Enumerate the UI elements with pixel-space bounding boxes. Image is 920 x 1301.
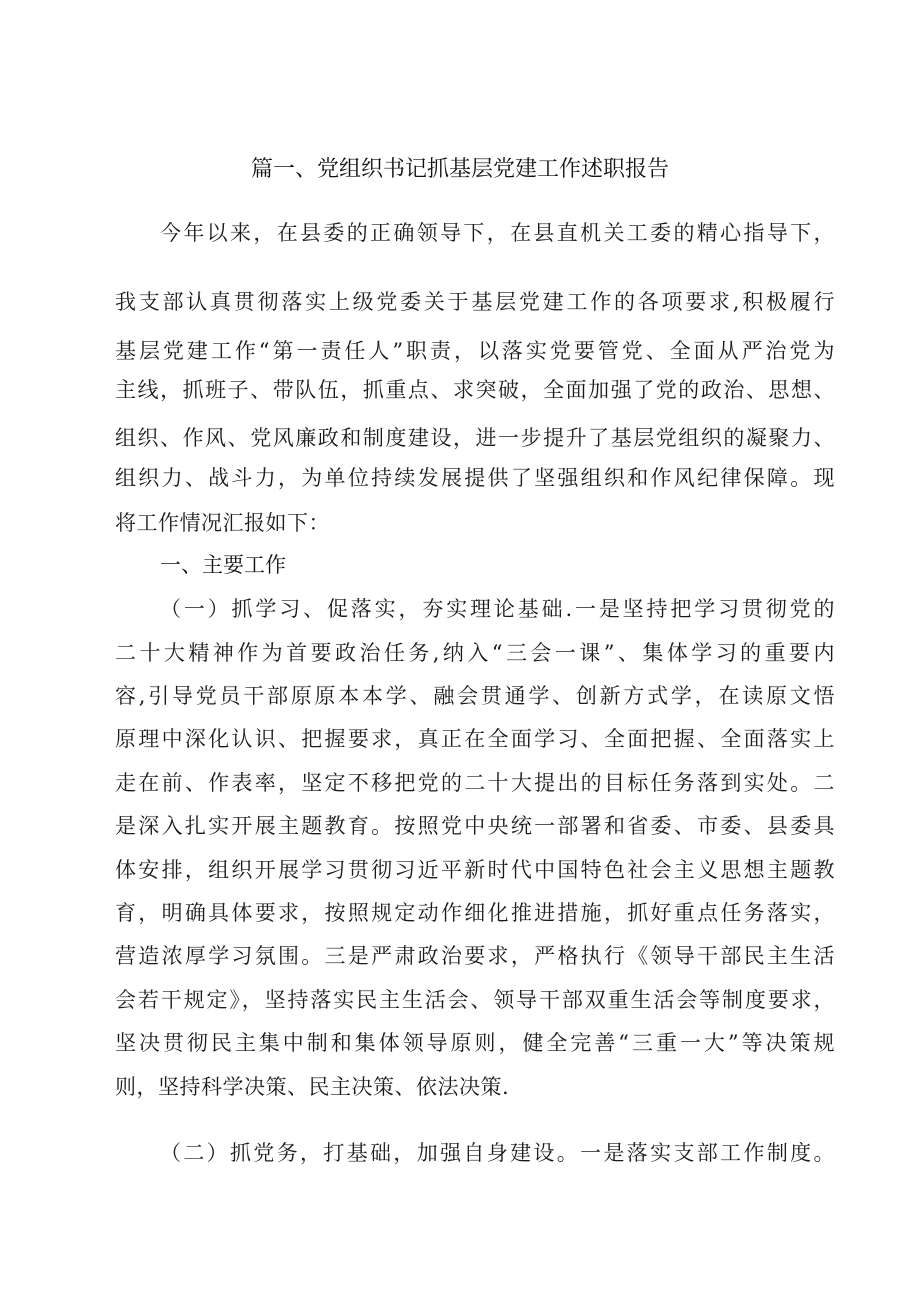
intro-line: 我支部认真贯彻落实上级党委关于基层党建工作的各项要求,积极履行	[115, 290, 835, 314]
document-title: 篇一、党组织书记抓基层党建工作述职报告	[250, 157, 669, 182]
paragraph-line: 坚决贯彻民主集中制和集体领导原则，健全完善“三重一大”等决策规	[115, 1031, 835, 1055]
paragraph-line: 育，明确具体要求，按照规定动作细化推进措施，抓好重点任务落实，	[115, 901, 835, 925]
paragraph-line: （一）抓学习、促落实，夯实理论基础.一是坚持把学习贯彻党的	[160, 597, 835, 621]
intro-line: 将工作情况汇报如下：	[115, 511, 330, 535]
paragraph-line: 会若干规定》，坚持落实民主生活会、领导干部双重生活会等制度要求，	[115, 988, 835, 1012]
paragraph-line: 则，坚持科学决策、民主决策、依法决策.	[115, 1075, 510, 1099]
paragraph-line: 走在前、作表率，坚定不移把党的二十大提出的目标任务落到实处。二	[115, 771, 835, 795]
intro-line: 基层党建工作“第一责任人”职责，以落实党要管党、全面从严治党为	[115, 339, 835, 363]
paragraph-line: 是深入扎实开展主题教育。按照党中央统一部署和省委、市委、县委具	[115, 814, 835, 838]
paragraph-line: （二）抓党务，打基础，加强自身建设。一是落实支部工作制度。	[160, 1141, 835, 1165]
paragraph-line: 营造浓厚学习氛围。三是严肃政治要求，严格执行《领导干部民主生活	[115, 944, 835, 968]
intro-line: 主线，抓班子、带队伍，抓重点、求突破，全面加强了党的政治、思想、	[115, 378, 835, 402]
intro-line: 组织、作风、党风廉政和制度建设，进一步提升了基层党组织的凝聚力、	[115, 426, 835, 450]
paragraph-line: 二十大精神作为首要政治任务,纳入“三会一课”、集体学习的重要内	[115, 641, 835, 665]
paragraph-line: 体安排，组织开展学习贯彻习近平新时代中国特色社会主义思想主题教	[115, 858, 835, 882]
paragraph-line: 原理中深化认识、把握要求，真正在全面学习、全面把握、全面落实上	[115, 727, 835, 751]
section-heading: 一、主要工作	[160, 553, 286, 577]
intro-line: 今年以来，在县委的正确领导下，在县直机关工委的精心指导下，	[160, 221, 835, 245]
intro-line: 组织力、战斗力，为单位持续发展提供了坚强组织和作风纪律保障。现	[115, 466, 835, 490]
paragraph-line: 容,引导党员干部原原本本学、融会贯通学、创新方式学，在读原文悟	[115, 684, 835, 708]
